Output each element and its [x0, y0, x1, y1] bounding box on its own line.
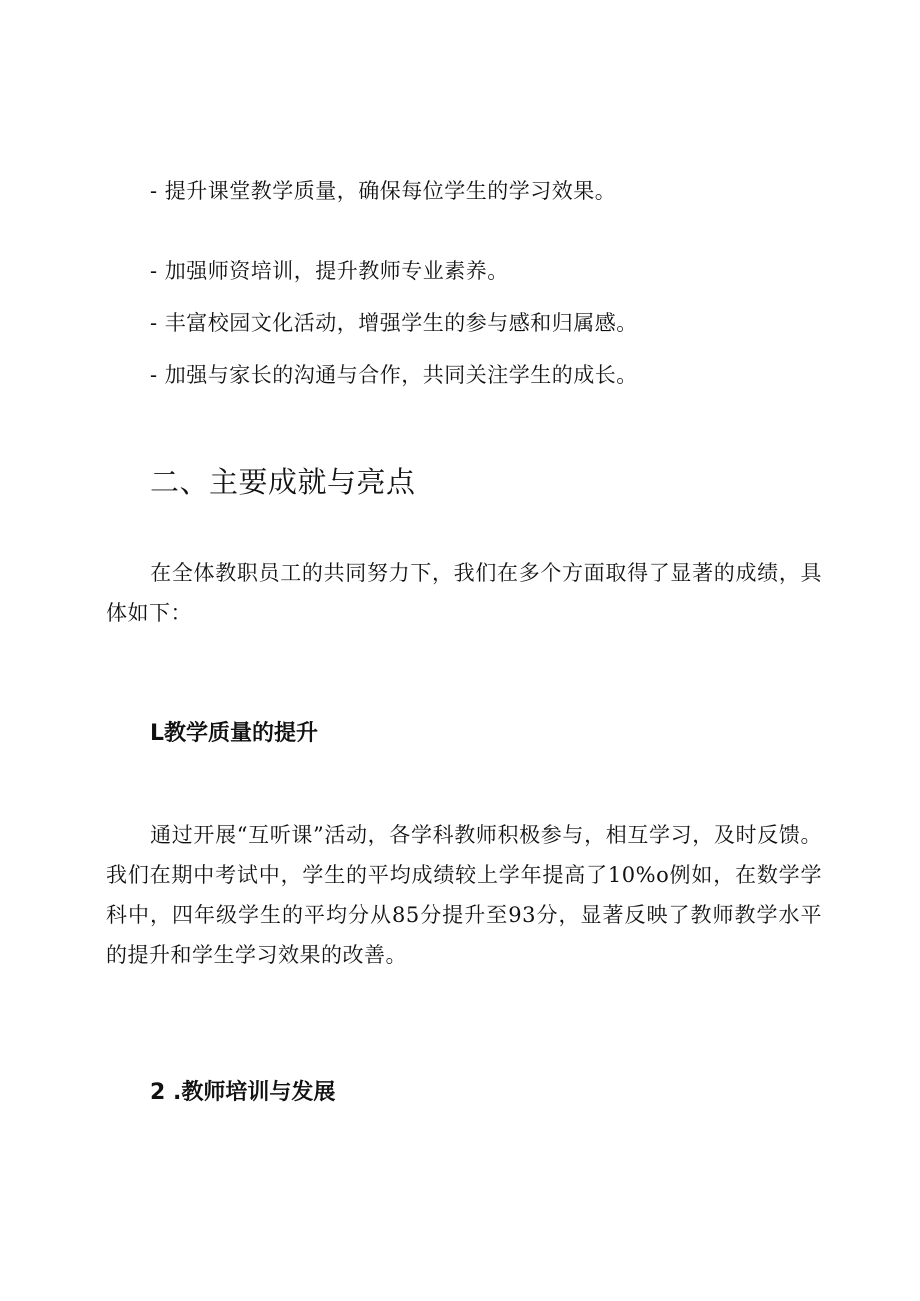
subsection-title: L教学质量的提升 — [150, 721, 319, 746]
section-title: 二、主要成就与亮点 — [150, 465, 416, 499]
bullet-item: - 提升课堂教学质量，确保每位学生的学习效果。 — [150, 179, 617, 203]
subsection-title: 2 .教师培训与发展 — [150, 1080, 336, 1105]
body-paragraph — [106, 815, 822, 975]
bullet-item: - 加强与家长的沟通与合作，共同关注学生的成长。 — [150, 363, 638, 387]
bullet-item: - 丰富校园文化活动，增强学生的参与感和归属感。 — [150, 311, 638, 335]
intro-paragraph — [106, 553, 822, 633]
bullet-item: - 加强师资培训，提升教师专业素养。 — [150, 259, 509, 283]
body-paragraph-text: 通过开展“互听课”活动，各学科教师积极参与，相互学习，及时反馈。我们在期中考试中，学生的平均成绩较上学年提高了10%o例如，在数学学科中，四年级学生的平均分从85分提升至93分，显著反映了教师教学水平的提升和学生学习效果的改善。 — [106, 823, 822, 967]
intro-paragraph-text: 在全体教职员工的共同努力下，我们在多个方面取得了显著的成绩，具体如下： — [106, 561, 822, 625]
